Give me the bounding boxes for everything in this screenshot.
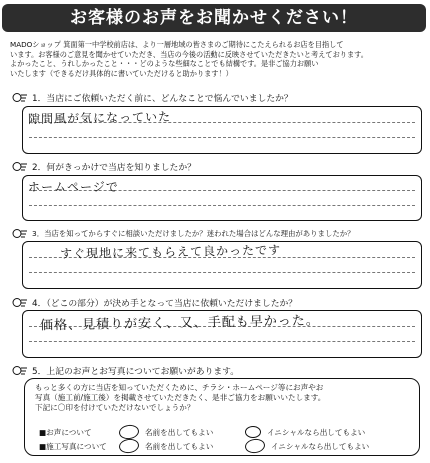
empty-circle-icon[interactable] (245, 426, 261, 438)
question-icon (12, 228, 28, 239)
checked-circle-icon[interactable] (118, 438, 140, 455)
question-2-label: 2．何がきっかけで当店を知りましたか？ (32, 163, 196, 173)
consent-row-photo (39, 439, 369, 453)
answer-1: 隙間風が気になっていた (27, 109, 172, 127)
question-4 (12, 296, 297, 309)
question-icon (12, 365, 28, 376)
question-icon (12, 161, 28, 172)
question-icon (12, 92, 28, 103)
question-1-label: 1．当店にご依頼いただく前に、どんなことで悩んでいましたか？ (32, 94, 293, 104)
consent-text: もっと多くの方に当店を知っていただくために、チラシ・ホームページ等にお声やお 写真（施工前/施工後）を掲載させていただきたく、是非ご協力をお願いいたします。 下記に〇印を付けていただけないでしょうか？ (35, 383, 326, 412)
consent-row-photo-opt1: 名前を出してもよい (145, 441, 214, 451)
question-1 (12, 91, 293, 104)
consent-box (24, 378, 420, 456)
answer-2: ホームページで (28, 180, 119, 194)
question-5-label: 5．上記のお声とお写真についてお願いがあります。 (32, 367, 240, 377)
question-3 (12, 228, 355, 239)
consent-row-photo-opt2: イニシャルなら出してもよい (271, 441, 370, 451)
answer-4: 価格、見積りが安く、又、手配も早かった。 (39, 313, 320, 334)
checked-circle-icon[interactable] (118, 424, 140, 441)
question-icon (12, 297, 28, 308)
intro-text: MADOショップ 箕面第一中学校前店は、より一層地域の皆さまのご期待にこたえられるお店を目指して います。お客様のご意見を聞かせていただき、当店の今後の活動に反映させていただきたいと考えております。 よかったこと、うれしかったこと・・・どのような些細なことでも結構です。是非ご協力お願い いたします（できるだけ具体的に書いていただけると助かります！） (10, 40, 368, 78)
question-5 (12, 364, 239, 377)
question-4-label: 4．（どこの部分）が決め手となって当店に依頼いただけましたか？ (32, 299, 298, 309)
consent-row-voice-label: ■お声について (39, 427, 92, 437)
answer-3: すぐ現地に来てもらえて良かったです (59, 243, 282, 261)
question-3-label: 3．当店を知ってからすぐに相談いただけましたか？迷われた場合はどんな理由がありましたか？ (32, 229, 355, 238)
question-2 (12, 160, 196, 173)
consent-row-photo-label: ■施工写真について (39, 441, 107, 451)
consent-row-voice (39, 425, 365, 439)
checked-circle-icon[interactable] (244, 438, 266, 455)
consent-row-voice-opt2: イニシャルなら出してもよい (267, 427, 366, 437)
page-title: お客様のお声をお聞かせください！ (2, 4, 426, 32)
consent-row-voice-opt1: 名前を出してもよい (145, 427, 214, 437)
